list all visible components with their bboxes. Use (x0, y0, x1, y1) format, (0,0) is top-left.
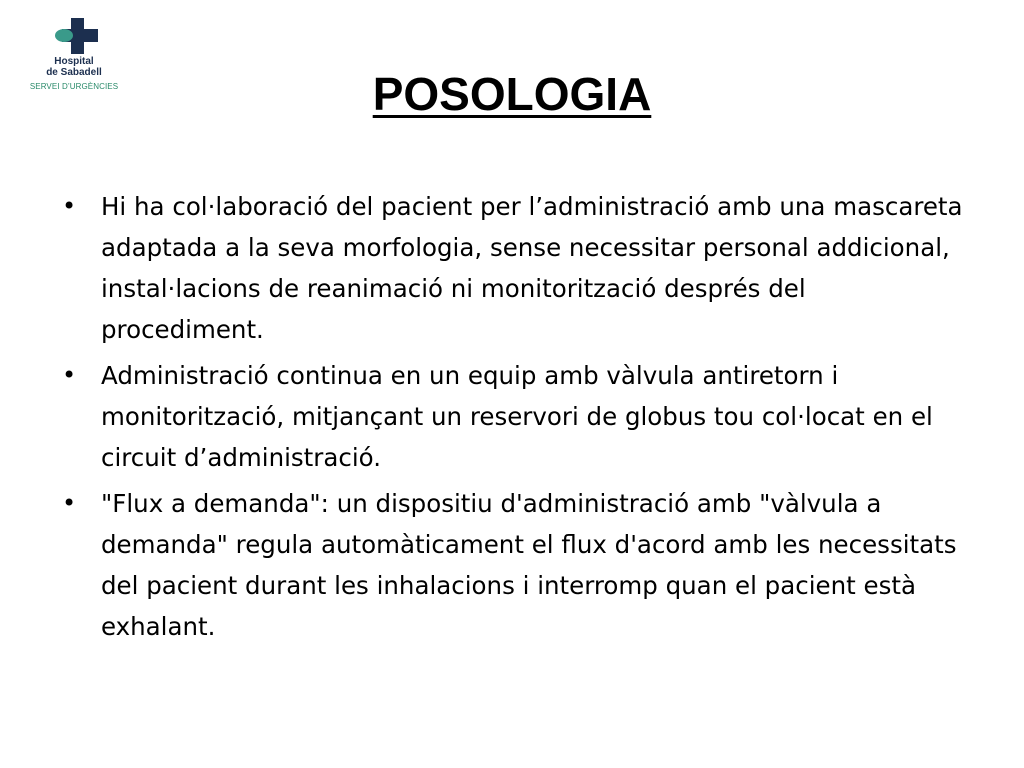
logo-text-line2: de Sabadell (46, 67, 102, 78)
bullet-item (56, 483, 966, 647)
bullet-list (56, 186, 966, 652)
bullet-text: "Flux a demanda": un dispositiu d'administració amb "vàlvula a demanda" regula automàticament el flux d'acord amb les necessitats del pacient durant les inhalacions i interromp quan el pacient està exhalant. (101, 489, 957, 641)
bullet-text: Hi ha col·laboració del pacient per l’administració amb una mascareta adaptada a la seva morfologia, sense necessitar personal addicional, instal·lacions de reanimació ni monitorització després del procediment. (101, 192, 963, 344)
bullet-marker: • (62, 361, 77, 389)
bullet-item (56, 186, 966, 350)
slide-title: POSOLOGIA (372, 68, 652, 120)
logo-text-line1: Hospital (54, 56, 94, 67)
logo-subtitle: SERVEI D’URGÈNCIES (29, 82, 119, 91)
bullet-text: Administració continua en un equip amb vàlvula antiretorn i monitorització, mitjançant un reservori de globus tou col·locat en el circuit d’administració. (101, 361, 933, 472)
bullet-item (56, 355, 966, 478)
hospital-cross-icon (54, 16, 100, 56)
bullet-marker: • (62, 192, 77, 220)
bullet-marker: • (62, 489, 77, 517)
slide-title-container (0, 64, 1024, 124)
